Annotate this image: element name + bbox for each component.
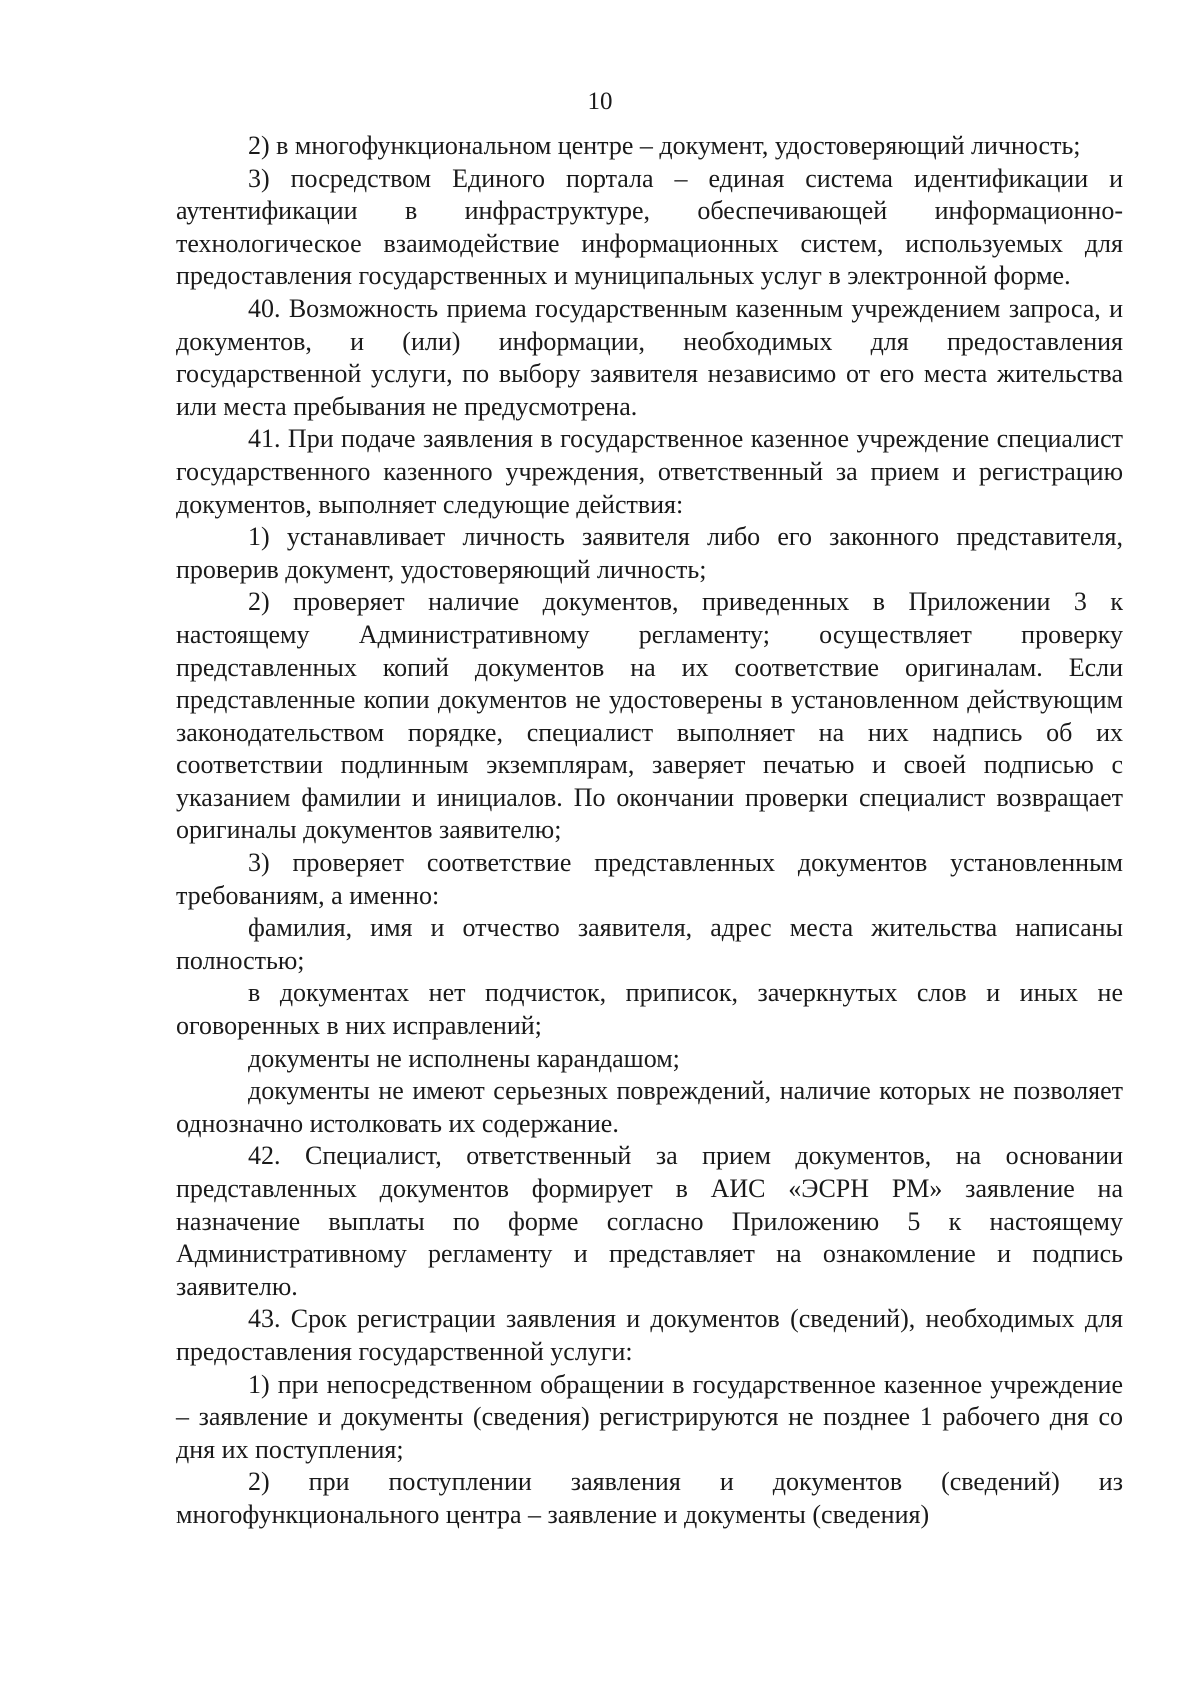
paragraph: документы не имеют серьезных повреждений, наличие которых не позволяет однозначно истолковать их содержание.	[176, 1076, 1123, 1138]
paragraph: 43. Срок регистрации заявления и документов (сведений), необходимых для предоставления государственной услуги:	[176, 1304, 1123, 1366]
paragraph: 2) при поступлении заявления и документов (сведений) из многофункционального центра – заявление и документы (сведения)	[176, 1467, 1123, 1529]
paragraph: документы не исполнены карандашом;	[248, 1043, 680, 1073]
page-number: 10	[587, 88, 613, 115]
paragraph: 2) в многофункциональном центре – документ, удостоверяющий личность;	[248, 131, 1081, 160]
paragraph: 40. Возможность приема государственным казенным учреждением запроса, и документов, и (или) информации, необходимых для предоставления государственной услуги, по выбору заявителя независимо от его места жительства или места пребывания не предусмотрена.	[176, 293, 1123, 421]
paragraph: 3) посредством Единого портала – единая система идентификации и аутентификации в инфраструктуре, обеспечивающей информационно-технологическое взаимодействие информационных систем, используемых для предоставления государственных и муниципальных услуг в электронной форме.	[176, 163, 1123, 291]
paragraph: 42. Специалист, ответственный за прием документов, на основании представленных документов формирует в АИС «ЭСРН РМ» заявление на назначение выплаты по форме согласно Приложению 5 к настоящему Административному регламенту и представляет на ознакомление и подпись заявителю.	[176, 1141, 1123, 1301]
paragraph: фамилия, имя и отчество заявителя, адрес места жительства написаны полностью;	[176, 913, 1123, 975]
paragraph: 1) устанавливает личность заявителя либо его законного представителя, проверив документ, удостоверяющий личность;	[176, 522, 1123, 584]
paragraph: в документах нет подчисток, приписок, зачеркнутых слов и иных не оговоренных в них исправлений;	[176, 978, 1123, 1041]
document-body	[176, 130, 1123, 1532]
paragraph: 3) проверяет соответствие представленных документов установленным требованиям, а именно:	[176, 848, 1123, 910]
paragraph: 41. При подаче заявления в государственное казенное учреждение специалист государственного казенного учреждения, ответственный за прием и регистрацию документов, выполняет следующие действия:	[176, 424, 1123, 519]
paragraph: 2) проверяет наличие документов, приведенных в Приложении 3 к настоящему Административному регламенту; осуществляет проверку представленных копий документов на их соответствие оригиналам. Если представленные копии документов не удостоверены в установленном действующим законодательством порядке, специалист выполняет на них надпись об их соответствии подлинным экземплярам, заверяет печатью и своей подписью с указанием фамилии и инициалов. По окончании проверки специалист возвращает оригиналы документов заявителю;	[176, 587, 1123, 845]
paragraph: 1) при непосредственном обращении в государственное казенное учреждение – заявление и документы (сведения) регистрируются не позднее 1 рабочего дня со дня их поступления;	[176, 1369, 1123, 1464]
